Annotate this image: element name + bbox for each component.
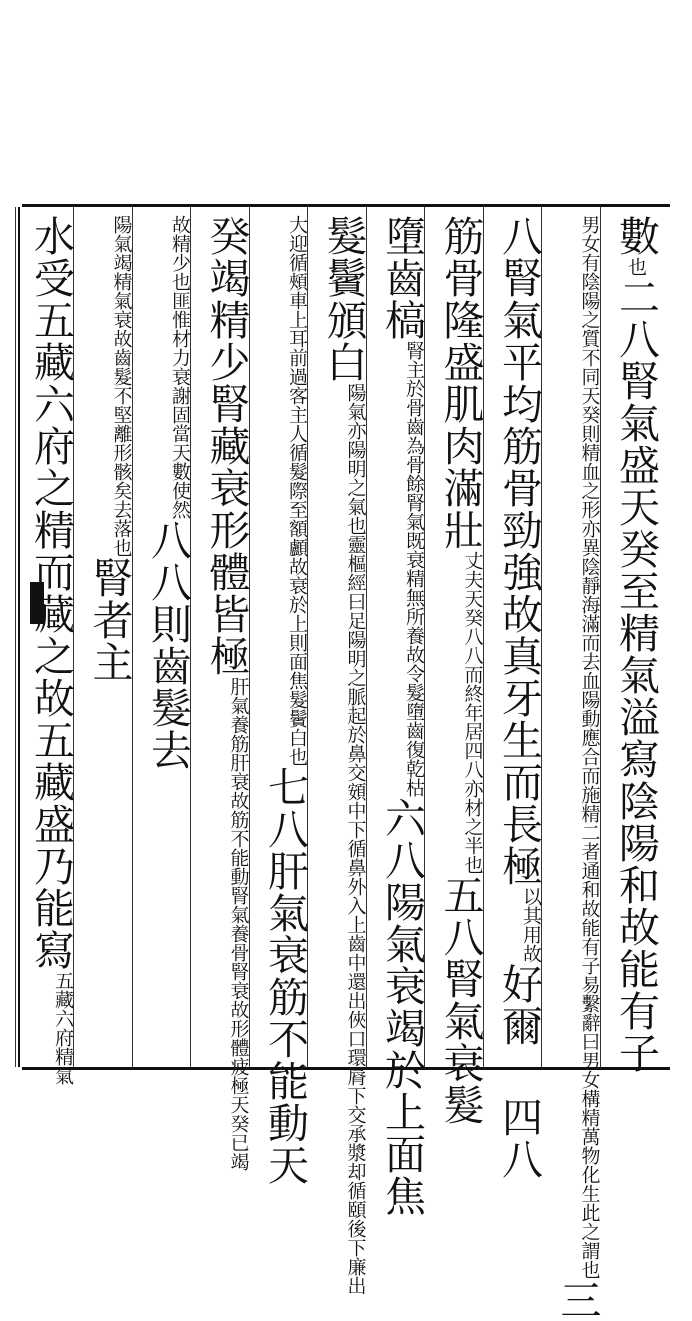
text-column — [73, 215, 132, 1060]
commentary-pair — [286, 215, 307, 766]
commentary-line: 循鼻外入上齒中還出俠口環脣下交承漿却循頤後下廉出 — [344, 839, 367, 1295]
main-text: 八八則齒髮去 — [144, 519, 192, 771]
commentary-pair — [520, 887, 541, 963]
text-column — [132, 215, 191, 1060]
commentary-pair — [579, 215, 600, 1279]
main-text: 二八腎氣盛天癸至精氣溢寫陰陽和故能有子 — [612, 276, 660, 1074]
main-text: 八腎氣平均筋骨勁強故真牙生而長極 — [495, 215, 543, 887]
main-text: 髮鬢頒白 — [319, 215, 368, 383]
commentary-pair — [403, 341, 424, 797]
commentary-pair — [52, 971, 73, 1085]
commentary-line: 居四八亦材之半也 — [461, 722, 484, 874]
commentary-line: 大迎循頰車上耳前過客主人循髮際 — [286, 215, 308, 500]
commentary-pair — [462, 551, 483, 874]
commentary-line: 府精氣 — [52, 1028, 74, 1085]
text-column — [307, 215, 368, 1295]
commentary-line: 陽氣亦陽明之氣也靈樞經曰足陽明之脈起於鼻交頞中下 — [344, 383, 367, 839]
commentary-line: 五藏六 — [52, 971, 74, 1028]
commentary-line: 精無所養故令髮墮齒復乾枯 — [403, 569, 425, 797]
main-text: 水受五藏六府之精而藏之故五藏盛乃能寫 — [27, 215, 75, 971]
text-column — [249, 215, 309, 1186]
main-text: 七八肝氣衰筋不能動天 — [261, 766, 309, 1186]
main-text: 六八陽氣衰竭於上面焦 — [378, 797, 426, 1217]
column-divider — [15, 207, 16, 1067]
small-text: 也 — [625, 257, 647, 276]
commentary-line: 故精少也匪惟材力 — [169, 215, 191, 367]
text-column — [366, 215, 426, 1217]
main-text: 腎者主 — [85, 557, 134, 683]
commentary-line: 肝氣養筋肝衰故筋不能動腎氣 — [227, 677, 250, 924]
commentary-line: 男女有陰陽之質不同天癸則精血之形亦異陰靜海滿而去血陽動應 — [578, 215, 601, 747]
commentary-pair — [345, 383, 366, 1295]
text-column — [541, 215, 602, 1321]
main-text: 好 — [495, 963, 543, 1005]
text-column — [15, 215, 75, 1085]
commentary-line: 至額顱故衰於上則面焦髮鬢白也 — [286, 500, 308, 766]
main-text: 墮齒槁 — [378, 215, 426, 341]
commentary-pair — [111, 215, 132, 557]
commentary-pair — [228, 677, 249, 1171]
text-column — [600, 215, 660, 1074]
commentary-line: 陽氣竭精氣衰故齒髮 — [110, 215, 133, 386]
commentary-line: 不堅離形骸矣去落也 — [110, 386, 133, 557]
text-block-frame — [22, 204, 670, 1321]
commentary-line: 以其 — [520, 887, 542, 925]
commentary-pair — [169, 215, 190, 519]
text-column — [424, 215, 485, 1126]
text-column — [190, 215, 251, 1171]
commentary-line: 丈夫天癸八八而終年 — [461, 551, 484, 722]
commentary-line: 衰謝固當天數使然 — [169, 367, 191, 519]
text-column — [483, 215, 543, 1180]
commentary-line: 合而施精二者通和故能有子易繫辭曰男女構精萬物化生此之謂也 — [578, 747, 601, 1279]
commentary-line: 養骨腎衰故形體疲極天癸已竭 — [227, 924, 250, 1171]
main-text: 五八腎氣衰髮 — [436, 874, 485, 1126]
main-text: 爾 四八 — [495, 1005, 543, 1180]
main-text: 三 — [553, 1279, 602, 1321]
main-text: 數 — [612, 215, 660, 257]
main-text: 癸竭精少腎藏衰形體皆極 — [202, 215, 251, 677]
main-text: 筋骨隆盛肌肉滿壯 — [436, 215, 485, 551]
commentary-line: 腎主於骨齒為骨餘腎氣既衰 — [403, 341, 425, 569]
commentary-line: 用故 — [520, 925, 542, 963]
